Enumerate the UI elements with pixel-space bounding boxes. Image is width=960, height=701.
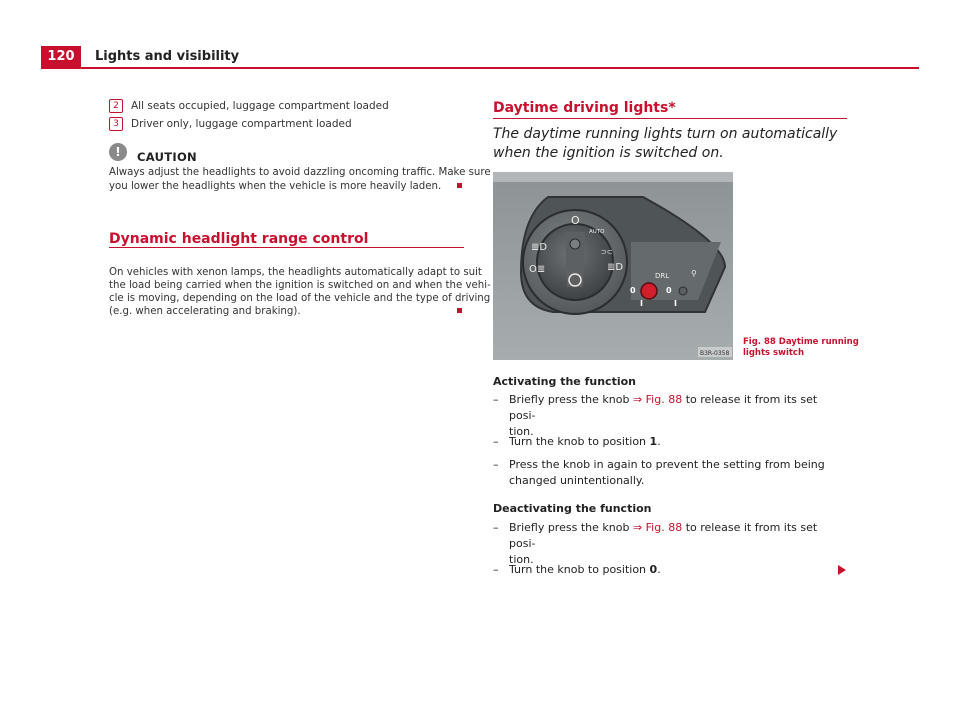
dynamic-line: the load being carried when the ignition is switched on and when the vehi- xyxy=(109,280,491,291)
deactivating-heading: Deactivating the function xyxy=(493,502,652,515)
auto-mark: AUTO xyxy=(589,229,605,235)
drl-knob-small xyxy=(679,287,687,295)
drl-label: DRL xyxy=(655,272,670,280)
legend-item xyxy=(109,117,352,131)
figure-code: B3R-0358 xyxy=(700,350,730,357)
dynamic-line: On vehicles with xenon lamps, the headlights automatically adapt to suit xyxy=(109,267,482,278)
position-1-left: I xyxy=(640,299,643,308)
figure-caption-line: Fig. 88 Daytime running xyxy=(743,337,859,347)
activating-heading: Activating the function xyxy=(493,375,636,388)
step-item: – Briefly press the knob ⇒ Fig. 88 to release it from its set posi- tion. xyxy=(493,521,818,566)
continue-arrow-icon xyxy=(838,565,846,575)
figure-88 xyxy=(493,172,733,360)
legend-item xyxy=(109,99,389,113)
number-badge: 3 xyxy=(109,117,123,131)
dynamic-heading: Dynamic headlight range control xyxy=(109,231,369,247)
off-mark: O xyxy=(571,214,580,227)
figure-link[interactable]: ⇒ Fig. 88 xyxy=(632,393,683,406)
number-badge: 2 xyxy=(109,99,123,113)
position-1-right: I xyxy=(674,299,677,308)
drl-heading-rule xyxy=(493,118,847,119)
caution-line: Always adjust the headlights to avoid dazzling oncoming traffic. Make sure xyxy=(109,167,491,178)
dynamic-line: (e.g. when accelerating and braking). xyxy=(109,306,301,317)
caution-title: CAUTION xyxy=(137,150,197,164)
step-item: – Briefly press the knob ⇒ Fig. 88 to release it from its set posi- tion. xyxy=(493,393,818,438)
step-item: – Press the knob in again to prevent the setting from being changed unintentionally. xyxy=(493,458,825,487)
figure-caption xyxy=(743,337,859,359)
figure-link[interactable]: ⇒ Fig. 88 xyxy=(632,521,683,534)
position-0-right: 0 xyxy=(666,286,672,295)
drl-heading: Daytime driving lights* xyxy=(493,100,676,116)
header-rule xyxy=(41,67,919,69)
drl-subtitle: The daytime running lights turn on automatically when the ignition is switched on. xyxy=(493,126,838,161)
section-title: Lights and visibility xyxy=(95,49,240,64)
dynamic-line: cle is moving, depending on the load of the vehicle and the type of driving xyxy=(109,293,491,304)
low-beam-icon: ≣D xyxy=(607,262,624,273)
end-marker-icon xyxy=(457,183,462,188)
front-fog-icon: ≣D xyxy=(531,242,548,253)
step-item: – Turn the knob to position 0. xyxy=(493,563,661,576)
rear-fog-icon: O≣ xyxy=(529,264,546,275)
instrument-light-icon: ⚲ xyxy=(691,269,697,278)
legend-text: Driver only, luggage compartment loaded xyxy=(131,118,352,130)
end-marker-icon xyxy=(457,308,462,313)
caution-line: you lower the headlights when the vehicle is more heavily laden. xyxy=(109,181,442,192)
dynamic-heading-rule xyxy=(109,247,464,248)
knob-pointer xyxy=(570,239,580,249)
legend-text: All seats occupied, luggage compartment loaded xyxy=(131,100,389,112)
light-switch-illustration xyxy=(493,172,733,360)
drl-button xyxy=(641,283,657,299)
page-number: 120 xyxy=(41,46,81,68)
step-item: – Turn the knob to position 1. xyxy=(493,435,661,448)
parking-light-icon: ⊃⊂ xyxy=(601,248,613,256)
figure-caption-line: lights switch xyxy=(743,348,805,358)
position-0-left: 0 xyxy=(630,286,636,295)
caution-icon: ! xyxy=(109,143,127,161)
dash-top-edge xyxy=(493,172,733,182)
